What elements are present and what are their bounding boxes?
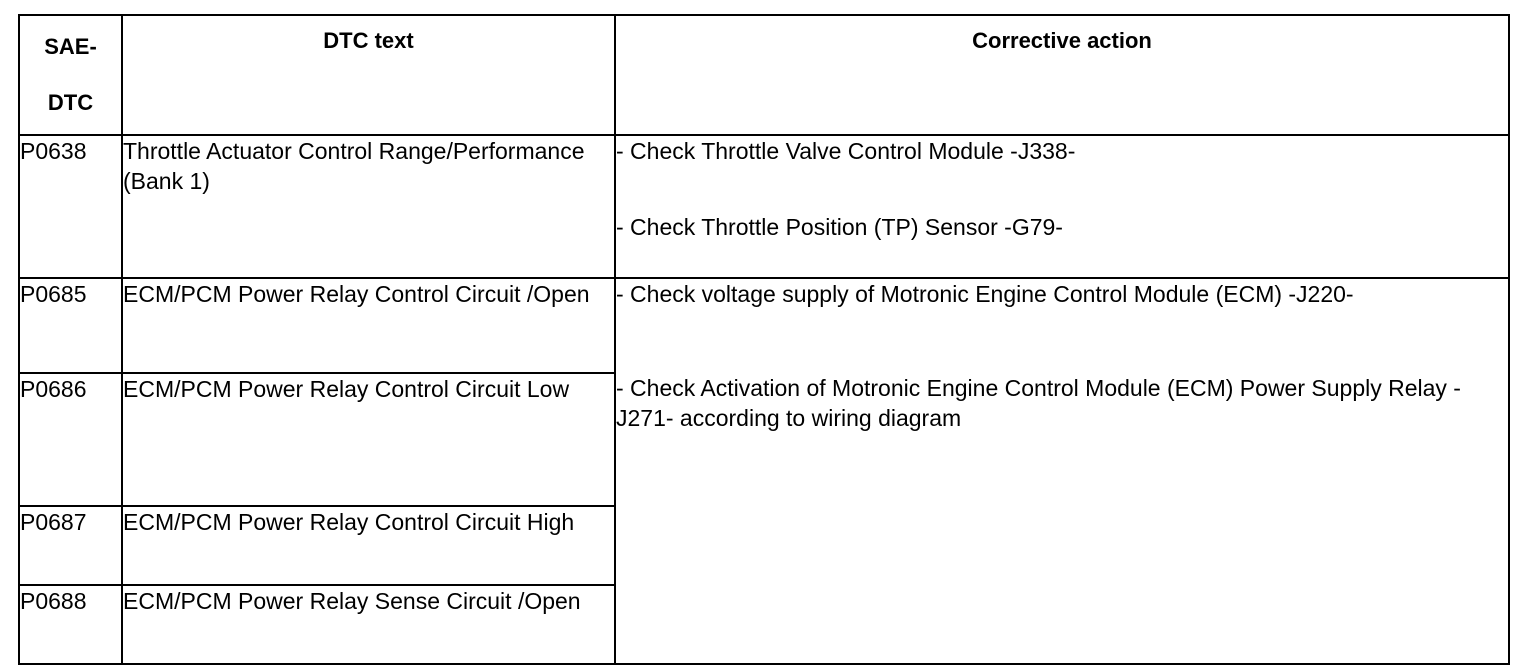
dtc-code: P0688 <box>19 585 122 664</box>
dtc-text: Throttle Actuator Control Range/Performance (Bank 1) <box>122 135 615 278</box>
dtc-code: P0686 <box>19 373 122 506</box>
dtc-code: P0687 <box>19 506 122 585</box>
header-dtc-text-label: DTC text <box>323 28 414 53</box>
header-sae-dtc <box>19 15 122 135</box>
header-dtc-text <box>122 15 615 135</box>
header-corrective-action <box>615 15 1509 135</box>
table-row <box>19 135 1509 278</box>
table-row <box>19 278 1509 373</box>
corrective-action-cell <box>615 278 1509 664</box>
header-sae-dtc-line1: SAE- <box>44 34 97 59</box>
dtc-text: ECM/PCM Power Relay Control Circuit High <box>122 506 615 585</box>
dtc-code: P0638 <box>19 135 122 278</box>
corrective-action-item: - Check Throttle Valve Control Module -J338- <box>616 138 1076 164</box>
header-sae-dtc-line2: DTC <box>47 90 94 115</box>
header-corrective-action-label: Corrective action <box>972 28 1152 53</box>
dtc-table <box>18 14 1510 665</box>
dtc-text: ECM/PCM Power Relay Control Circuit /Open <box>122 278 615 373</box>
dtc-text: ECM/PCM Power Relay Control Circuit Low <box>122 373 615 506</box>
corrective-action-item: - Check Activation of Motronic Engine Control Module (ECM) Power Supply Relay -J271- according to wiring diagram <box>616 375 1461 431</box>
corrective-action-cell <box>615 135 1509 278</box>
corrective-action-item: - Check voltage supply of Motronic Engine Control Module (ECM) -J220- <box>616 281 1354 307</box>
dtc-text: ECM/PCM Power Relay Sense Circuit /Open <box>122 585 615 664</box>
header-row <box>19 15 1509 135</box>
dtc-code: P0685 <box>19 278 122 373</box>
corrective-action-item: - Check Throttle Position (TP) Sensor -G79- <box>616 214 1063 240</box>
